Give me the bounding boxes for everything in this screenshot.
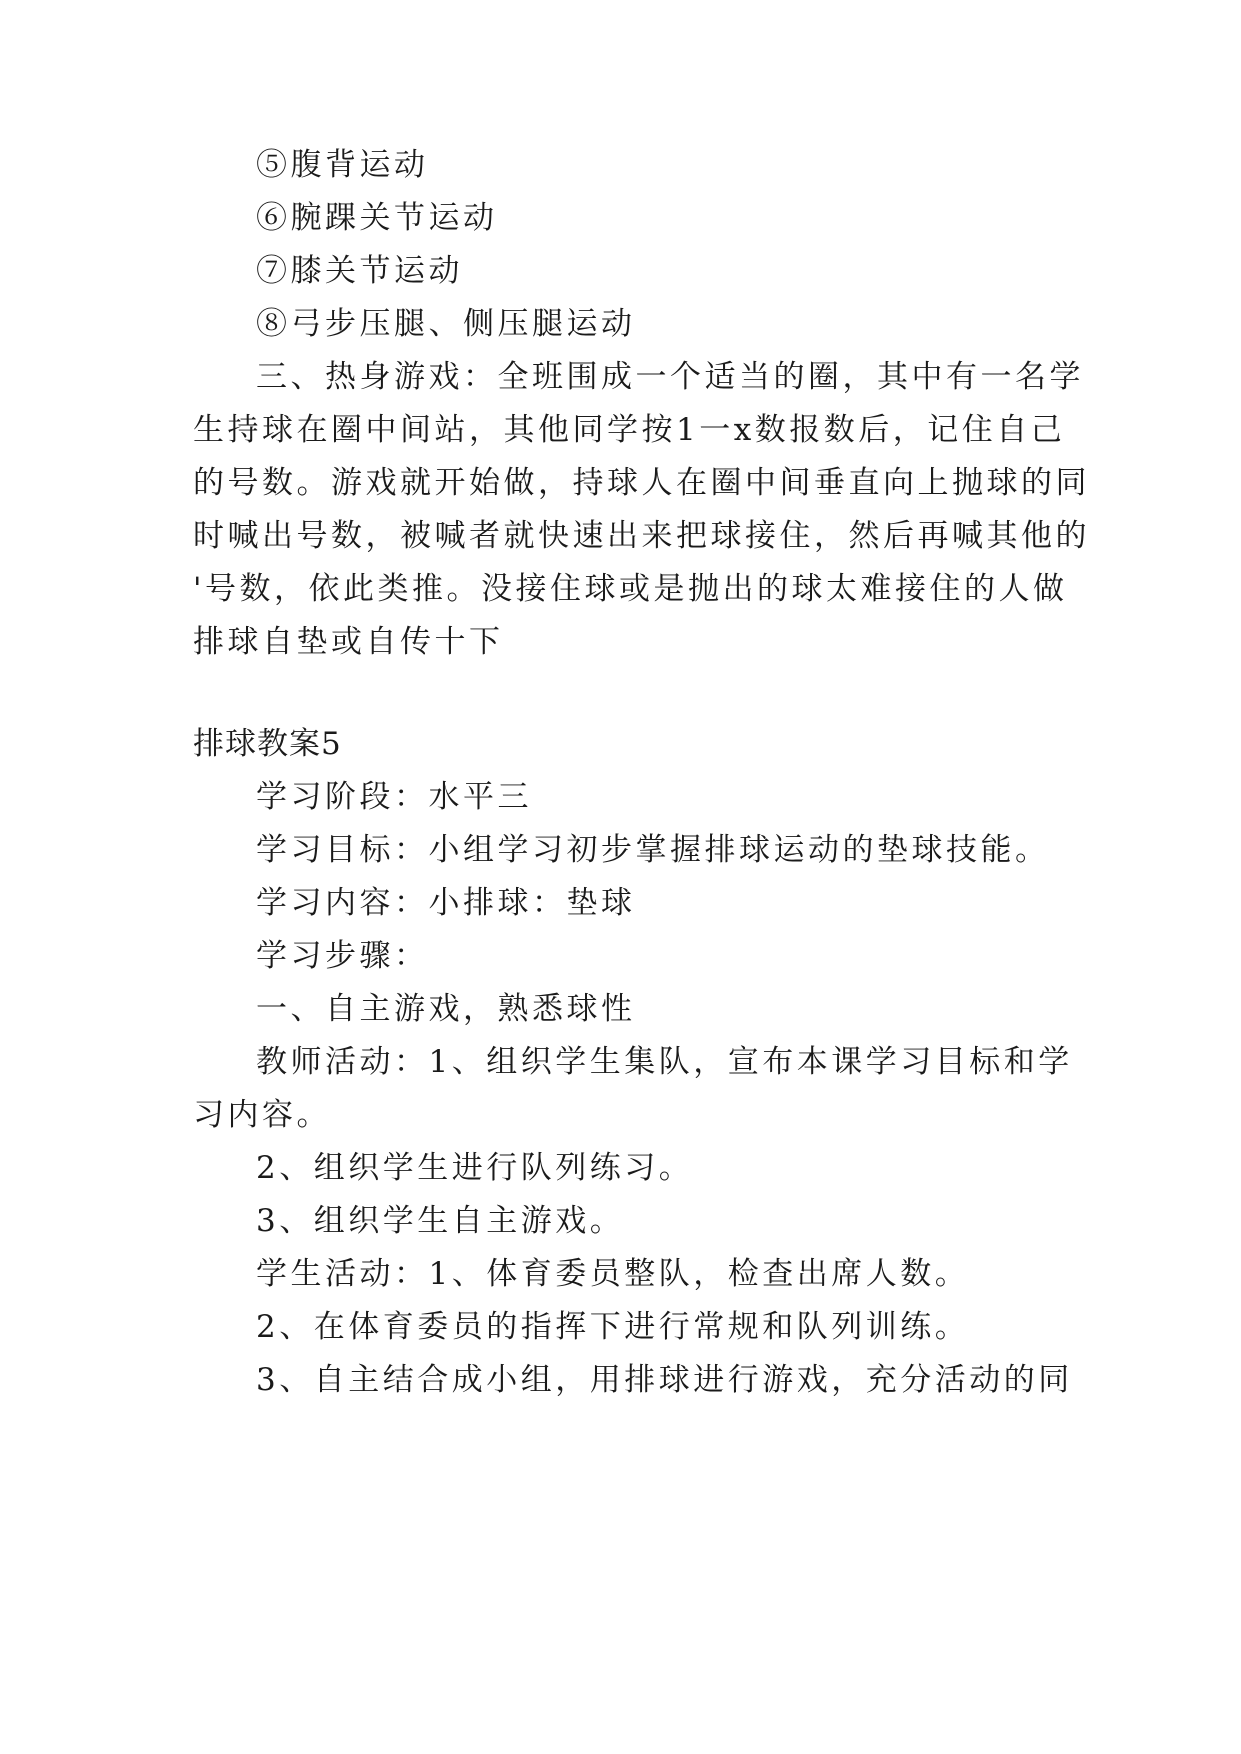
teacher-activity-item: 2、组织学生进行队列练习。 (256, 1150, 694, 1186)
paragraph-line: 时喊出号数，被喊者就快速出来把球接住，然后再喊其他的 (193, 518, 1090, 554)
teacher-activity-item: 3、组织学生自主游戏。 (256, 1203, 625, 1239)
lesson-steps: 学习步骤： (256, 938, 429, 974)
student-activity-item: 2、在体育委员的指挥下进行常规和队列训练。 (256, 1309, 970, 1345)
section-title: 排球教案5 (193, 726, 342, 762)
paragraph-line: 的号数。游戏就开始做，持球人在圈中间垂直向上抛球的同 (193, 465, 1090, 501)
lesson-stage: 学习阶段：水平三 (256, 779, 532, 815)
list-item: ⑧弓步压腿、侧压腿运动 (256, 306, 636, 342)
paragraph-line: 三、热身游戏：全班围成一个适当的圈，其中有一名学 (256, 359, 1084, 395)
lesson-content: 学习内容：小排球：垫球 (256, 885, 636, 921)
teacher-activity-line: 教师活动：1、组织学生集队，宣布本课学习目标和学 (256, 1044, 1073, 1080)
list-item: ⑤腹背运动 (256, 147, 429, 183)
lesson-goal: 学习目标：小组学习初步掌握排球运动的垫球技能。 (256, 832, 1050, 868)
paragraph-line: '号数，依此类推。没接住球或是抛出的球太难接住的人做 (193, 571, 1068, 607)
list-item: ⑦膝关节运动 (256, 253, 463, 289)
student-activity-item: 3、自主结合成小组，用排球进行游戏，充分活动的同 (256, 1362, 1073, 1398)
paragraph-line: 生持球在圈中间站，其他同学按1一x数报数后，记住自己 (193, 412, 1066, 448)
list-item: ⑥腕踝关节运动 (256, 200, 498, 236)
step-heading: 一、自主游戏，熟悉球性 (256, 991, 636, 1027)
paragraph-line: 排球自垫或自传十下 (193, 624, 504, 660)
teacher-activity-line: 习内容。 (193, 1097, 331, 1133)
student-activity-line: 学生活动：1、体育委员整队，检查出席人数。 (256, 1256, 970, 1292)
